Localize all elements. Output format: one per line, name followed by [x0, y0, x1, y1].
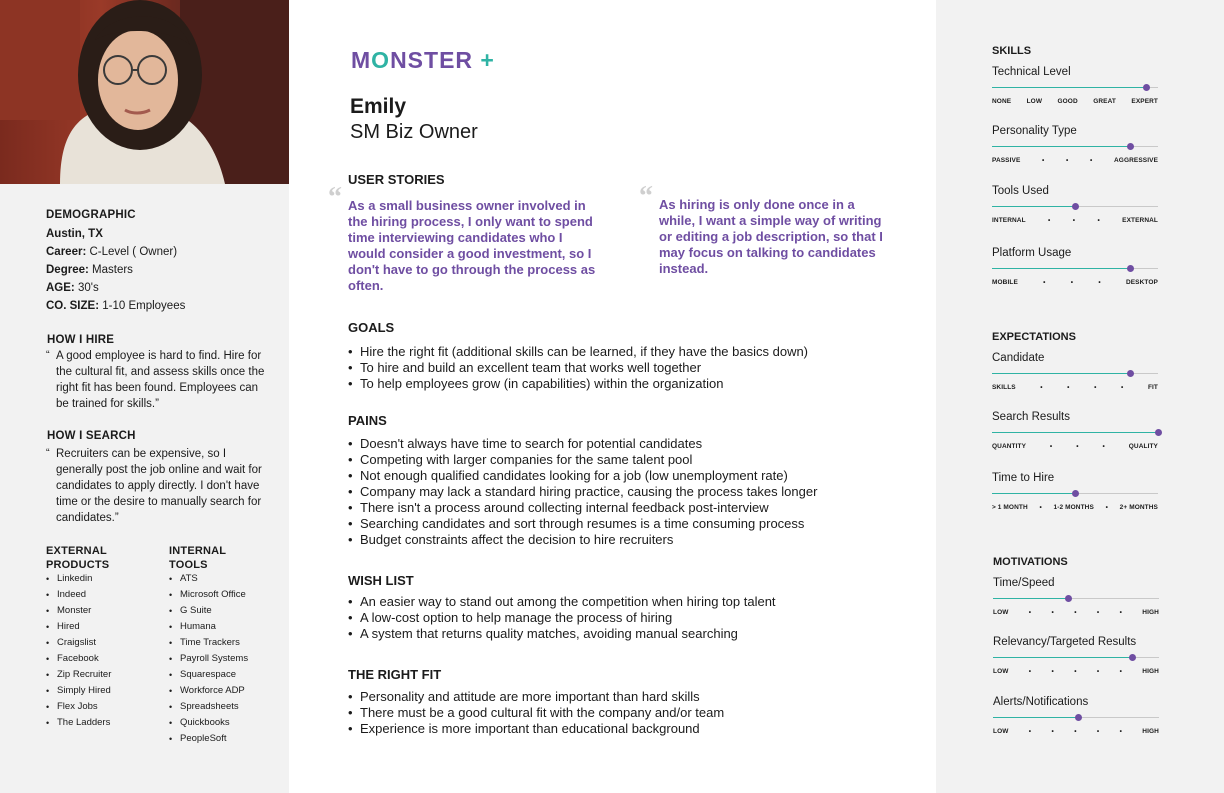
scale-label: LOW	[993, 609, 1009, 616]
slider-track	[993, 598, 1159, 599]
list-item: • Budget constraints affect the decision to hire recruiters	[348, 532, 817, 548]
scale-label: •	[1119, 668, 1122, 675]
scale-label: SKILLS	[992, 384, 1016, 391]
rating-slider	[992, 125, 1158, 171]
external-products-title: EXTERNAL PRODUCTS	[46, 545, 110, 571]
list-item: • Zip Recruiter	[46, 667, 111, 683]
list-item: • To help employees grow (in capabilities) within the organization	[348, 376, 808, 392]
wish-list	[348, 594, 776, 642]
list-item: • ATS	[169, 571, 248, 587]
slider-track	[992, 268, 1158, 269]
scale-label: •	[1028, 728, 1032, 735]
slider-track	[992, 206, 1158, 207]
scale-label: •	[1028, 609, 1032, 616]
list-item: • Humana	[169, 619, 248, 635]
internal-tools-title: INTERNAL TOOLS	[169, 545, 227, 571]
list-item: • Payroll Systems	[169, 651, 248, 667]
list-item: • G Suite	[169, 603, 248, 619]
scale-label: •	[1121, 384, 1124, 391]
slider-scale	[993, 609, 1159, 616]
pains-list	[348, 436, 817, 548]
list-item: • Spreadsheets	[169, 699, 248, 715]
scale-label: •	[1074, 728, 1077, 735]
external-products-list	[46, 571, 111, 731]
slider-marker	[1143, 84, 1150, 91]
scale-label: 1-2 MONTHS	[1053, 504, 1094, 511]
monster-logo: MONSTER +	[351, 47, 495, 73]
persona-role: SM Biz Owner	[350, 121, 478, 143]
slider-track	[992, 87, 1158, 88]
slider-label: Time/Speed	[993, 577, 1055, 589]
how-i-search-title: HOW I SEARCH	[47, 430, 136, 442]
scale-label: •	[1070, 279, 1074, 286]
list-item: • An easier way to stand out among the competition when hiring top talent	[348, 594, 776, 610]
slider-scale	[993, 668, 1159, 675]
scale-label: GOOD	[1057, 98, 1078, 105]
scale-label: PASSIVE	[992, 157, 1021, 164]
rating-slider	[993, 636, 1159, 682]
list-item: • A low-cost option to help manage the process of hiring	[348, 610, 776, 626]
demographic-degree: Degree: Masters	[46, 264, 133, 276]
list-item: • Time Trackers	[169, 635, 248, 651]
list-item: • Hired	[46, 619, 111, 635]
rating-slider	[993, 577, 1159, 623]
pains-title: PAINS	[348, 413, 387, 428]
list-item: • To hire and build an excellent team that works well together	[348, 360, 808, 376]
scale-label: •	[1096, 609, 1100, 616]
slider-marker	[1065, 595, 1072, 602]
list-item: • Squarespace	[169, 667, 248, 683]
slider-fill	[993, 657, 1132, 658]
slider-fill	[992, 206, 1075, 207]
list-item: • There isn't a process around collecting internal feedback post-interview	[348, 500, 817, 516]
list-item: • Company may lack a standard hiring practice, causing the process takes longer	[348, 484, 817, 500]
slider-marker	[1072, 203, 1079, 210]
scale-label: •	[1090, 157, 1093, 164]
scale-label: •	[1076, 443, 1079, 450]
scale-label: •	[1102, 443, 1105, 450]
demographic-company-size: CO. SIZE: 1-10 Employees	[46, 300, 186, 312]
scale-label: HIGH	[1142, 668, 1159, 675]
slider-track	[993, 717, 1159, 718]
slider-label: Alerts/Notifications	[993, 696, 1089, 708]
expectations-title: EXPECTATIONS	[992, 331, 1076, 343]
list-item: • Facebook	[46, 651, 111, 667]
slider-scale	[992, 504, 1158, 511]
list-item: • Competing with larger companies for the same talent pool	[348, 452, 817, 468]
scale-label: •	[1119, 609, 1122, 616]
goals-list	[348, 344, 808, 392]
list-item: • The Ladders	[46, 715, 111, 731]
list-item: • PeopleSoft	[169, 731, 248, 747]
rating-slider	[992, 352, 1158, 398]
list-item: • Experience is more important than educational background	[348, 721, 724, 737]
slider-marker	[1075, 714, 1082, 721]
scale-label: > 1 MONTH	[992, 504, 1028, 511]
slider-fill	[992, 373, 1130, 374]
scale-label: FIT	[1147, 384, 1158, 391]
right-fit-title: THE RIGHT FIT	[348, 667, 442, 682]
scale-label: •	[1039, 504, 1042, 511]
scale-label: •	[1096, 668, 1100, 675]
list-item: • Doesn't always have time to search for potential candidates	[348, 436, 817, 452]
list-item: • Not enough qualified candidates looking for a job (low unemployment rate)	[348, 468, 817, 484]
scale-label: •	[1074, 668, 1077, 675]
slider-fill	[993, 717, 1078, 718]
rating-slider	[992, 185, 1158, 231]
slider-fill	[993, 598, 1068, 599]
internal-tools-list	[169, 571, 248, 747]
rating-slider	[992, 66, 1158, 112]
scale-label: •	[1051, 609, 1054, 616]
slider-scale	[992, 443, 1158, 450]
persona-name: Emily	[350, 95, 407, 118]
slider-label: Relevancy/Targeted Results	[993, 636, 1137, 648]
scale-label: QUANTITY	[992, 443, 1027, 450]
list-item: • Monster	[46, 603, 111, 619]
scale-label: GREAT	[1093, 98, 1116, 105]
scale-label: AGGRESSIVE	[1114, 157, 1158, 164]
slider-marker	[1127, 143, 1134, 150]
slider-fill	[992, 432, 1158, 433]
list-item: • Microsoft Office	[169, 587, 248, 603]
persona-photo-illustration	[0, 0, 289, 184]
list-item: • Simply Hired	[46, 683, 111, 699]
slider-track	[993, 657, 1159, 658]
list-item: • There must be a good cultural fit with the company and/or team	[348, 705, 724, 721]
scale-label: •	[1048, 217, 1051, 224]
user-story-1: “ As a small business owner involved in the hiring process, I only want to spend time interviewing candidates who I would consider a good investment, so I don't have to go through the process as often.	[328, 182, 596, 293]
demographic-location: Austin, TX	[46, 228, 103, 240]
slider-scale	[992, 279, 1158, 286]
demographic-title: DEMOGRAPHIC	[46, 209, 136, 221]
list-item: • Quickbooks	[169, 715, 248, 731]
how-i-hire-title: HOW I HIRE	[47, 334, 115, 346]
slider-scale	[992, 217, 1158, 224]
slider-scale	[992, 157, 1158, 164]
slider-marker	[1129, 654, 1136, 661]
scale-label: •	[1049, 443, 1053, 450]
scale-label: DESKTOP	[1125, 279, 1158, 286]
scale-label: •	[1119, 728, 1122, 735]
scale-label: •	[1043, 279, 1046, 286]
scale-label: •	[1051, 728, 1054, 735]
slider-track	[992, 373, 1158, 374]
list-item: • Indeed	[46, 587, 111, 603]
scale-label: •	[1067, 384, 1070, 391]
user-stories-title: USER STORIES	[348, 172, 445, 187]
slider-marker	[1072, 490, 1079, 497]
scale-label: LOW	[993, 728, 1009, 735]
list-item: • Personality and attitude are more important than hard skills	[348, 689, 724, 705]
scale-label: INTERNAL	[992, 217, 1026, 224]
list-item: • Hire the right fit (additional skills can be learned, if they have the basics down)	[348, 344, 808, 360]
motivations-title: MOTIVATIONS	[993, 556, 1068, 568]
scale-label: •	[1028, 668, 1032, 675]
slider-label: Time to Hire	[992, 472, 1055, 484]
list-item: • Flex Jobs	[46, 699, 111, 715]
scale-label: HIGH	[1142, 728, 1159, 735]
scale-label: •	[1097, 217, 1100, 224]
scale-label: •	[1072, 217, 1076, 224]
how-i-hire-quote: “ A good employee is hard to find. Hire for the cultural fit, and assess skills once the right fit has been found. Employees can be trained for skills.”	[46, 349, 265, 410]
scale-label: •	[1040, 384, 1043, 391]
right-fit-list	[348, 689, 724, 737]
slider-label: Personality Type	[992, 125, 1077, 137]
scale-label: LOW	[993, 668, 1009, 675]
slider-label: Candidate	[992, 352, 1045, 364]
slider-label: Technical Level	[992, 66, 1071, 78]
scale-label: •	[1066, 157, 1069, 164]
slider-track	[992, 146, 1158, 147]
slider-scale	[992, 384, 1158, 391]
demographic-career: Career: C-Level ( Owner)	[46, 246, 178, 258]
scale-label: •	[1074, 609, 1077, 616]
scale-label: QUALITY	[1128, 443, 1158, 450]
slider-scale	[993, 728, 1159, 735]
slider-marker	[1127, 370, 1134, 377]
skills-title: SKILLS	[992, 45, 1032, 57]
slider-marker	[1127, 265, 1134, 272]
scale-label: 2+ MONTHS	[1119, 504, 1158, 511]
rating-slider	[993, 696, 1159, 742]
user-story-2: “ As hiring is only done once in a while, I want a simple way of writing or editing a job description, so that I may focus on talking to candidates instead.	[639, 181, 883, 276]
scale-label: EXTERNAL	[1122, 217, 1158, 224]
scale-label: •	[1098, 279, 1101, 286]
slider-track	[992, 493, 1158, 494]
goals-title: GOALS	[348, 320, 395, 335]
list-item: • Searching candidates and sort through resumes is a time consuming process	[348, 516, 817, 532]
rating-slider	[992, 411, 1158, 457]
slider-fill	[992, 493, 1075, 494]
scale-label: •	[1094, 384, 1097, 391]
rating-slider	[992, 247, 1158, 293]
scale-label: •	[1042, 157, 1045, 164]
slider-label: Search Results	[992, 411, 1070, 423]
slider-track	[992, 432, 1158, 433]
scale-label: HIGH	[1142, 609, 1159, 616]
list-item: • Workforce ADP	[169, 683, 248, 699]
slider-marker	[1155, 429, 1162, 436]
scale-label: NONE	[992, 98, 1012, 105]
wish-list-title: WISH LIST	[348, 573, 414, 588]
scale-label: •	[1096, 728, 1100, 735]
scale-label: LOW	[1026, 98, 1043, 105]
list-item: • Craigslist	[46, 635, 111, 651]
demographic-age: AGE: 30's	[46, 282, 99, 294]
slider-label: Platform Usage	[992, 247, 1072, 259]
slider-fill	[992, 87, 1146, 88]
scale-label: •	[1051, 668, 1054, 675]
scale-label: •	[1105, 504, 1108, 511]
how-i-search-quote: “ Recruiters can be expensive, so I generally post the job online and wait for candidates to apply directly. I don't have time or the desire to manually search for candidates.”	[46, 447, 262, 524]
rating-slider	[992, 472, 1158, 518]
list-item: • A system that returns quality matches, avoiding manual searching	[348, 626, 776, 642]
scale-label: MOBILE	[992, 279, 1018, 286]
persona-photo	[0, 0, 289, 184]
slider-fill	[992, 146, 1130, 147]
left-panel	[0, 0, 289, 793]
scale-label: EXPERT	[1131, 98, 1158, 105]
list-item: • Linkedin	[46, 571, 111, 587]
slider-fill	[992, 268, 1130, 269]
slider-scale	[992, 98, 1158, 105]
slider-label: Tools Used	[992, 185, 1049, 197]
